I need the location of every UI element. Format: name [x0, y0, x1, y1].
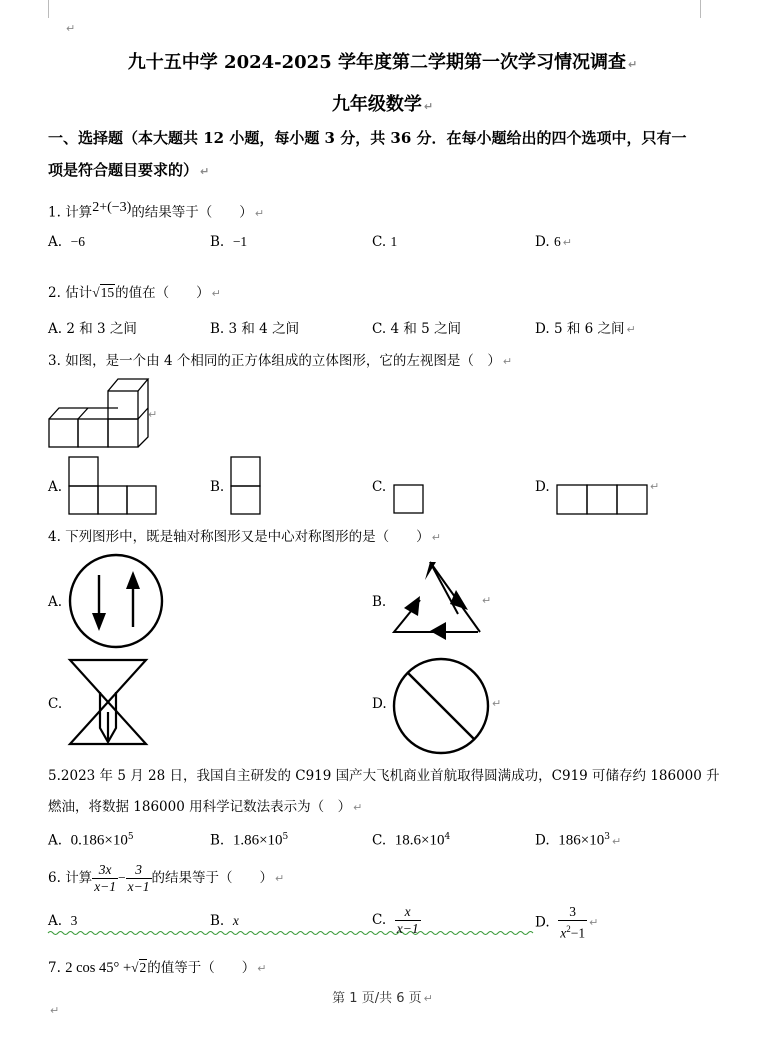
paragraph-mark: ↵: [148, 408, 158, 421]
q5-option-d[interactable]: [535, 832, 621, 850]
q4-option-d-figure[interactable]: [392, 657, 490, 755]
option-value: −1: [232, 234, 248, 249]
paragraph-mark: ↵: [650, 480, 660, 493]
q3-option-b-figure[interactable]: [230, 456, 262, 516]
section-header-line1: 一、选择题（本大题共 12 小题，每小题 3 分，共 36 分．在每小题给出的四个选项中，只有一: [48, 129, 687, 147]
option-label: A.: [48, 913, 63, 929]
question-text: 的值等于（ ）: [147, 960, 256, 976]
radicand: 15: [100, 285, 115, 300]
fraction-1: [92, 862, 118, 895]
option-label: A.: [48, 479, 63, 495]
q6-options-row: [48, 905, 551, 939]
q6-option-c[interactable]: [372, 904, 421, 937]
option-label: D.: [535, 321, 550, 337]
q2-option-c[interactable]: [372, 317, 461, 337]
option-value: 6: [553, 234, 561, 249]
paragraph-mark: ↵: [627, 58, 638, 71]
option-label: B.: [210, 321, 225, 337]
question-4: [48, 525, 441, 545]
paragraph-mark: ↵: [431, 531, 441, 544]
document-title-text: 九十五中学 2024-2025 学年度第二学期第一次学习情况调查: [127, 52, 626, 73]
option-value: x: [232, 913, 239, 928]
fraction-2: [126, 862, 152, 895]
q2-option-b[interactable]: [210, 317, 299, 337]
q1-option-a[interactable]: [48, 234, 85, 250]
question-number: 1.: [48, 204, 61, 221]
fraction-numerator: x: [404, 904, 411, 919]
paragraph-mark: ↵: [626, 323, 636, 336]
question-number: 3.: [48, 353, 61, 369]
option-label: B.: [210, 913, 225, 929]
option-label: C.: [48, 696, 63, 712]
paragraph-mark: ↵: [50, 1004, 60, 1017]
q3-option-b[interactable]: [210, 479, 224, 495]
paragraph-mark: ↵: [254, 206, 265, 220]
option-value: 3: [70, 913, 78, 928]
option-label: D.: [535, 914, 550, 931]
option-mantissa: 186×10: [558, 832, 605, 849]
paragraph-mark: ↵: [423, 100, 434, 113]
sqrt-expression: √15: [92, 285, 115, 300]
paragraph-mark: ↵: [611, 834, 622, 848]
fraction-denominator: x−1: [396, 921, 419, 936]
denominator-tail: −1: [570, 925, 586, 941]
q3-option-a-figure[interactable]: [68, 456, 158, 516]
question-text: 计算: [65, 870, 93, 886]
question-text: 如图，是一个由 4 个相同的正方体组成的立体图形，它的左视图是（ ）: [65, 353, 501, 369]
paragraph-mark: ↵: [257, 962, 267, 975]
document-subtitle-text: 九年级数学: [331, 94, 422, 115]
option-label: A.: [48, 832, 63, 849]
q5-option-b[interactable]: [210, 832, 288, 850]
q6-option-b[interactable]: [210, 913, 239, 929]
fraction-denominator: x−1: [127, 879, 150, 894]
question-text: 的值在（ ）: [115, 285, 210, 301]
question-number: 7.: [48, 960, 61, 976]
q5-option-a[interactable]: [48, 832, 134, 850]
section-header: [48, 122, 728, 188]
option-label: D.: [535, 479, 550, 495]
q6-option-a[interactable]: [48, 913, 77, 929]
q4-option-b[interactable]: [372, 594, 386, 610]
radicand: 2: [139, 960, 147, 975]
paragraph-mark: ↵: [482, 594, 492, 607]
option-label: A.: [48, 321, 63, 337]
option-exponent: 5: [282, 832, 289, 842]
q5-option-c[interactable]: [372, 832, 450, 850]
fraction-numerator: 3: [135, 862, 142, 877]
option-value: −6: [70, 234, 86, 249]
fraction-numerator: 3: [569, 904, 577, 919]
option-label: B.: [210, 479, 225, 495]
option-fraction: [558, 904, 587, 942]
q2-option-a[interactable]: [48, 317, 137, 337]
option-value: 1: [390, 234, 398, 249]
question-6: [48, 862, 284, 895]
fraction-numerator: 3x: [98, 862, 112, 877]
paragraph-mark: ↵: [66, 22, 76, 35]
option-label: C.: [372, 234, 387, 250]
question-number: 4.: [48, 529, 61, 545]
denominator-exponent: 2: [566, 924, 571, 934]
page-number: 第 1 页/共 6 页: [332, 991, 422, 1006]
paragraph-mark: ↵: [211, 287, 221, 300]
option-label: A.: [48, 234, 63, 250]
option-label: C.: [372, 321, 387, 337]
q3-solid-figure: [48, 378, 158, 450]
q3-option-d[interactable]: [535, 479, 550, 495]
option-label: C.: [372, 832, 387, 849]
option-mantissa: 18.6×10: [394, 832, 445, 849]
question-1: [48, 200, 264, 221]
question-number: 5.: [48, 768, 61, 784]
option-value: 4 和 5 之间: [390, 321, 461, 337]
paragraph-mark: ↵: [589, 916, 599, 930]
q3-option-a[interactable]: [48, 479, 62, 495]
q4-option-a[interactable]: [48, 594, 62, 610]
q1-option-b[interactable]: [210, 234, 247, 250]
q3-option-c-figure[interactable]: [393, 484, 425, 516]
question-text: 2023 年 5 月 28 日，我国自主研发的 C919 国产大飞机商业首航取得圆满成功，C919 可储存约 186000 升: [60, 768, 720, 784]
paragraph-mark: ↵: [423, 992, 433, 1005]
option-label: A.: [48, 594, 63, 610]
option-label: B.: [210, 832, 225, 849]
option-exponent: 3: [604, 832, 610, 842]
option-fraction: [395, 904, 421, 937]
question-text: 估计: [65, 285, 93, 301]
option-value: 2 和 3 之间: [66, 321, 137, 337]
option-label: D.: [535, 234, 550, 250]
q4-option-b-figure[interactable]: [392, 560, 484, 638]
paragraph-mark: ↵: [200, 165, 210, 178]
q4-option-c-figure[interactable]: [68, 658, 148, 746]
option-exponent: 4: [444, 832, 451, 842]
option-label: B.: [372, 594, 387, 610]
math-expression: 2+(−3): [92, 200, 132, 215]
denominator-base: x: [560, 925, 567, 941]
minus-sign: −: [118, 870, 126, 885]
paragraph-mark: ↵: [353, 801, 363, 814]
option-exponent: 5: [127, 832, 134, 842]
q1-option-c[interactable]: [372, 234, 397, 250]
page-footer: [0, 987, 765, 1006]
option-value: 3 和 4 之间: [228, 321, 300, 337]
page-corner-mark-right: [700, 0, 701, 18]
question-3: [48, 349, 512, 369]
q4-option-d[interactable]: [372, 696, 387, 712]
question-number: 2.: [48, 285, 61, 301]
q4-option-c[interactable]: [48, 696, 62, 712]
q4-option-a-figure[interactable]: [68, 553, 164, 649]
document-subtitle: [0, 90, 765, 116]
q3-option-d-figure[interactable]: [556, 484, 648, 516]
fraction-denominator: [558, 920, 587, 942]
question-2: [48, 281, 221, 301]
q2-option-d[interactable]: [535, 317, 636, 337]
question-text: 下列图形中，既是轴对称图形又是中心对称图形的是（ ）: [65, 529, 430, 545]
question-text: 的结果等于（ ）: [151, 870, 274, 886]
paragraph-mark: ↵: [502, 355, 513, 368]
q3-option-c[interactable]: [372, 479, 386, 495]
question-7: [48, 956, 267, 977]
q1-option-d[interactable]: [535, 234, 572, 250]
option-label: C.: [372, 912, 387, 928]
option-label: C.: [372, 479, 387, 495]
question-text: 燃油，将数据 186000 用科学记数法表示为（ ）: [48, 799, 352, 815]
question-text: 的结果等于（ ）: [131, 204, 253, 221]
q6-option-d[interactable]: [535, 904, 598, 942]
option-mantissa: 1.86×10: [232, 832, 283, 849]
option-mantissa: 0.186×10: [70, 832, 128, 849]
question-number: 6.: [48, 870, 61, 886]
page-corner-mark-left: [48, 0, 49, 18]
grammar-underline: [48, 929, 551, 937]
option-value: 5 和 6 之间: [553, 321, 625, 337]
math-expression: 2 cos 45° +: [65, 960, 132, 976]
option-label: D.: [372, 696, 387, 712]
question-text: 计算: [65, 204, 93, 221]
paragraph-mark: ↵: [562, 236, 572, 249]
paragraph-mark: ↵: [275, 872, 285, 885]
paragraph-mark: ↵: [492, 697, 502, 710]
fraction-denominator: x−1: [94, 879, 117, 894]
document-title: [0, 48, 765, 74]
question-5: [48, 764, 720, 784]
option-label: D.: [535, 832, 550, 849]
option-label: B.: [210, 234, 225, 250]
section-header-line2: 项是符合题目要求的）: [48, 161, 199, 179]
question-5-line2: [48, 795, 362, 815]
sqrt-expression: √2: [131, 960, 147, 975]
